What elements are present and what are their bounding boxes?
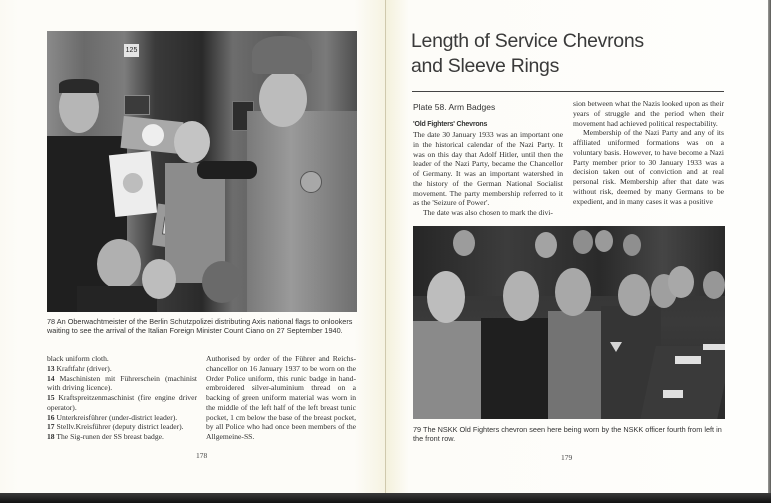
front-row-face xyxy=(668,266,694,298)
list-item xyxy=(47,432,197,442)
desk-paper xyxy=(675,356,701,364)
section-subheading: 'Old Fighters' Chevrons xyxy=(413,121,488,128)
list-item xyxy=(47,413,197,423)
photo-79-nskk-officers xyxy=(413,226,725,419)
paragraph: Authorised by order of the Führer and Reichs-chancellor on 16 January 1937 to be worn on the Order Police uniform, this runic badge in hand-embroidered silver-aluminium thread on a backing of green uniform material was worn in the middle of the left half of the left breast tunic pocket, 1 cm below the base of the breast pocket, by all Police who had once been members of the Allgemeine-SS. xyxy=(206,354,356,441)
police-officer-face xyxy=(259,71,307,127)
desk-paper xyxy=(703,344,725,350)
wall-sign-number: 125 xyxy=(124,44,139,57)
small-child-face xyxy=(142,259,176,299)
caption-78: 78 An Oberwachtmeister of the Berlin Schutzpolizei distributing Axis national flags to onlookers waiting to see the arrival of the Italian Foreign Minister Count Ciano on 27 September 1940. xyxy=(47,317,353,336)
right-column-1 xyxy=(413,130,563,218)
police-shako-helmet xyxy=(252,36,312,74)
police-officer-uniform xyxy=(247,111,357,312)
front-row-man-2-face xyxy=(503,271,539,321)
back-row-face xyxy=(595,230,613,252)
back-row-face xyxy=(623,234,641,256)
item-text: Maschinisten mit Führerschein (machinist with driving licence). xyxy=(47,373,198,393)
right-column-2 xyxy=(573,99,724,206)
chapter-title-line-2: and Sleeve Rings xyxy=(411,55,560,77)
page-number-right: 179 xyxy=(561,453,573,462)
caption-79: 79 The NSKK Old Fighters chevron seen here being worn by the NSKK officer fourth from left in the front row. xyxy=(413,425,722,444)
wall-plaque xyxy=(124,95,150,115)
young-man-hair xyxy=(59,79,99,93)
front-row-face xyxy=(703,271,725,299)
photo-78-police-distributing-flags xyxy=(47,31,357,312)
chapter-title xyxy=(411,29,731,79)
item-text: The Sig-runen der SS breast badge. xyxy=(56,432,164,441)
item-number: 13 xyxy=(47,363,55,373)
front-row-officer-3-face xyxy=(555,268,591,316)
item-number: 14 xyxy=(47,373,55,383)
paragraph: sion between what the Nazis looked upon as their years of struggle and the period when their movement had achieved political respectability. xyxy=(573,99,724,128)
paragraph: The date was also chosen to mark the divi- xyxy=(423,208,553,217)
left-page xyxy=(0,0,385,493)
child-face xyxy=(97,239,141,289)
item-number: 15 xyxy=(47,393,55,402)
item-text: Kraftspreitzenmaschinist (fire engine driver operator). xyxy=(47,393,197,412)
list-item xyxy=(47,374,197,394)
officer-gloved-arm xyxy=(197,161,257,179)
lead-text: black uniform cloth. xyxy=(47,354,109,363)
page-number-left: 178 xyxy=(196,451,208,460)
list-item xyxy=(47,422,197,432)
japanese-flag xyxy=(109,151,157,217)
page-edge-bottom xyxy=(0,493,771,503)
item-text: Stellv.Kreisführer (deputy district leader). xyxy=(56,422,184,432)
left-column-1 xyxy=(47,354,197,442)
item-number: 16 xyxy=(47,412,55,422)
child-back-of-head xyxy=(202,261,242,303)
police-sleeve-eagle xyxy=(300,171,322,193)
item-number: 18 xyxy=(47,432,55,441)
item-text: Kraftfahr (driver). xyxy=(56,363,112,373)
item-text: Unterkreisführer (under-district leader). xyxy=(56,412,178,422)
list-item xyxy=(47,364,197,374)
desk-paper xyxy=(663,390,683,398)
left-column-2 xyxy=(206,354,356,442)
plate-heading: Plate 58. Arm Badges xyxy=(413,102,496,112)
back-row-face xyxy=(453,230,475,256)
item-number: 17 xyxy=(47,422,55,432)
back-row-face xyxy=(573,230,593,254)
front-row-officer-1-face xyxy=(427,271,465,323)
front-row-officer-4-face xyxy=(618,274,650,316)
paragraph: The date 30 January 1933 was an important one in the historical calendar of the Nazi Party. It was on this day that Adolf Hitler, until then the leader of the Nazi Party, became the Chancellor of Germany. It was an important watershed in the history of the German National Socialist movement. The party membership referred to it as the 'Seizure of Power'. xyxy=(413,130,563,208)
chapter-title-line-1: Length of Service Chevrons xyxy=(411,30,644,52)
paragraph: Membership of the Nazi Party and any of its affiliated uniformed formations was on a voluntary basis. However, to have become a Nazi Party member prior to 30 January 1933 was a decision taken out of conviction and at real personal risk. Membership after that date was without risk, deemed by many Germans to be expedient, and in many cases it was a positive xyxy=(573,128,724,206)
back-row-face xyxy=(535,232,557,258)
title-divider xyxy=(412,91,724,92)
laughing-boy-face xyxy=(174,121,210,163)
list-item xyxy=(47,393,197,413)
